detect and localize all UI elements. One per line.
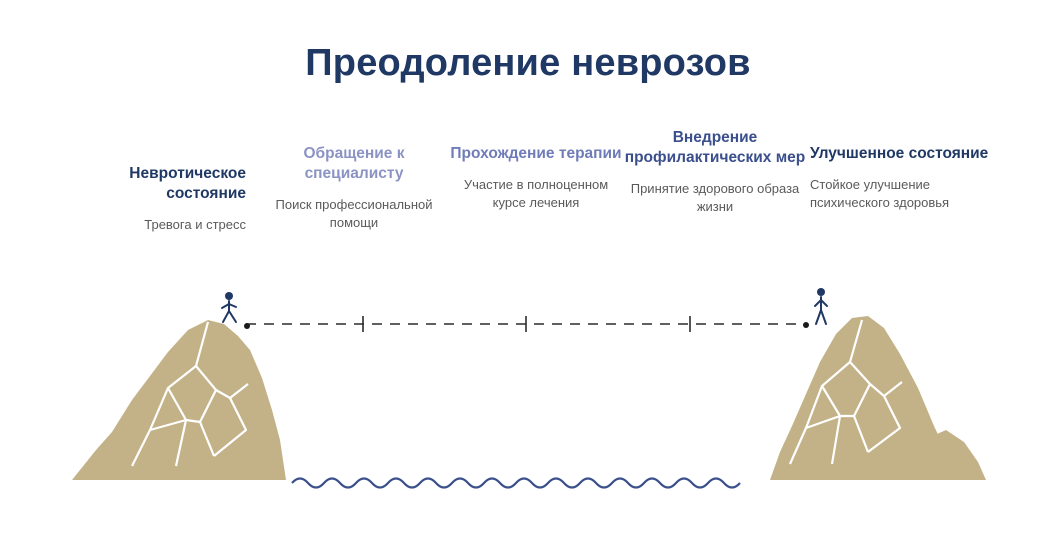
step-title: Обращение к специалисту — [303, 145, 405, 182]
dashed-rope-bridge — [244, 316, 809, 332]
illustration — [0, 280, 1056, 540]
steps-container — [0, 128, 1056, 288]
left-mountain — [72, 320, 286, 480]
step-item-1 — [76, 164, 246, 234]
step-item-4 — [622, 128, 808, 216]
step-description: Тревога и стресс — [144, 217, 246, 232]
wavy-water-line — [292, 479, 740, 488]
step-description: Стойкое улучшение психического здоровья — [810, 177, 950, 210]
step-description: Принятие здорового образа жизни — [630, 181, 800, 214]
step-title: Невротическое состояние — [129, 165, 246, 202]
standing-person-icon — [815, 288, 827, 324]
right-mountain — [770, 316, 986, 480]
step-item-5 — [810, 144, 990, 212]
step-title: Внедрение профилактических мер — [624, 129, 806, 166]
walking-person-icon — [222, 292, 236, 322]
page-title: Преодоление неврозов — [305, 42, 751, 84]
step-item-3 — [448, 144, 624, 212]
step-item-2 — [266, 144, 442, 232]
step-title: Прохождение терапии — [450, 145, 622, 162]
step-title: Улучшенное состояние — [810, 145, 989, 162]
step-description: Поиск профессиональной помощи — [275, 197, 433, 230]
step-description: Участие в полноценном курсе лечения — [463, 177, 609, 210]
